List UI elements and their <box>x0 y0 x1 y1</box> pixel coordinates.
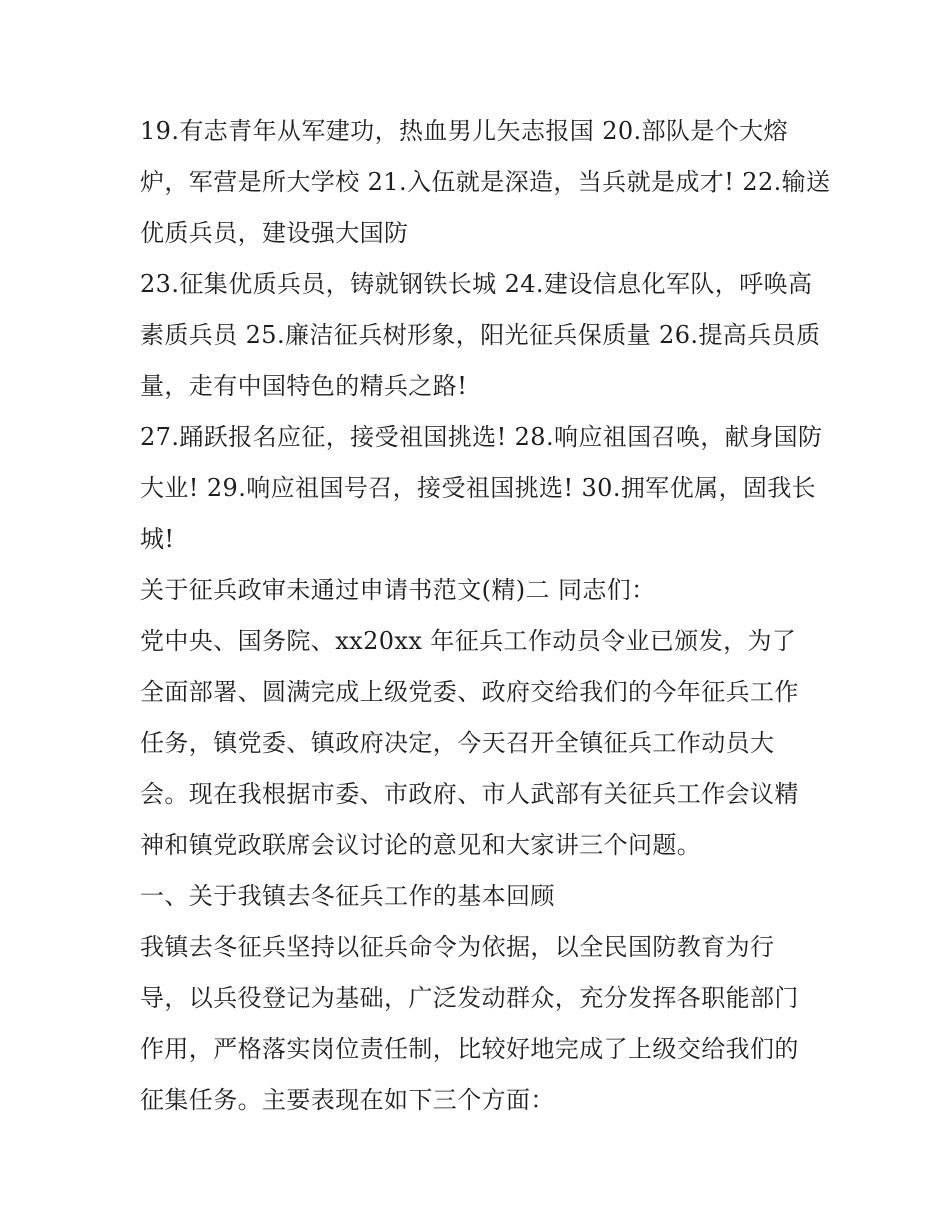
section-heading: 一、关于我镇去冬征兵工作的基本回顾 <box>140 882 555 910</box>
text-line: 城! <box>140 525 175 553</box>
text-line: 神和镇党政联席会议讨论的意见和大家讲三个问题。 <box>140 831 702 859</box>
document-body <box>140 106 831 1126</box>
text-line: 量，走有中国特色的精兵之路! <box>140 372 468 400</box>
text-line: 19.有志青年从军建功，热血男儿矢志报国 20.部队是个大熔 <box>140 117 788 145</box>
text-line: 炉，军营是所大学校 21.入伍就是深造，当兵就是成才! 22.输送 <box>140 168 831 196</box>
text-line: 任务，镇党委、镇政府决定，今天召开全镇征兵工作动员大 <box>140 729 775 757</box>
text-line: 党中央、国务院、xx20xx 年征兵工作动员令业已颁发，为了 <box>140 627 797 655</box>
text-line: 我镇去冬征兵坚持以征兵命令为依据，以全民国防教育为行 <box>140 933 775 961</box>
text-line: 23.征集优质兵员，铸就钢铁长城 24.建设信息化军队，呼唤高 <box>140 270 813 298</box>
text-line: 会。现在我根据市委、市政府、市人武部有关征兵工作会议精 <box>140 780 799 808</box>
text-line: 导，以兵役登记为基础，广泛发动群众，充分发挥各职能部门 <box>140 984 799 1012</box>
text-line: 全面部署、圆满完成上级党委、政府交给我们的今年征兵工作 <box>140 678 799 706</box>
text-line: 作用，严格落实岗位责任制，比较好地完成了上级交给我们的 <box>140 1035 799 1063</box>
text-line: 大业! 29.响应祖国号召，接受祖国挑选! 30.拥军优属，固我长 <box>140 474 817 502</box>
text-line: 素质兵员 25.廉洁征兵树形象，阳光征兵保质量 26.提高兵员质 <box>140 321 821 349</box>
text-line: 优质兵员，建设强大国防 <box>140 219 409 247</box>
text-line: 征集任务。主要表现在如下三个方面： <box>140 1086 555 1114</box>
text-line: 27.踊跃报名应征，接受祖国挑选! 28.响应祖国召唤，献身国防 <box>140 423 823 451</box>
section-heading: 关于征兵政审未通过申请书范文(精)二 同志们： <box>140 576 656 604</box>
